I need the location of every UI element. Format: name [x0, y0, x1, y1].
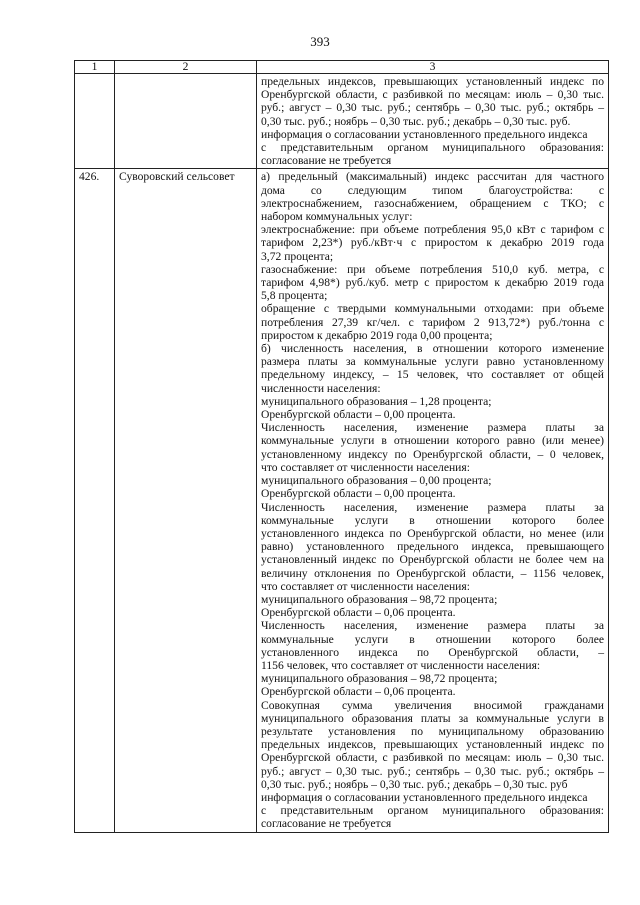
text-line: согласование не требуется	[261, 154, 392, 168]
text-line: муниципального образования – 98,72 процента;	[261, 592, 498, 606]
text-line: Совокупная сумма увеличения вносимой гражданами	[261, 698, 604, 712]
entry-row	[75, 169, 609, 832]
text-line: Численность населения, изменение размера платы за	[261, 421, 604, 435]
text-line: тарифом 2,23*) руб./кВт·ч с приростом к декабрю 2019 года	[261, 236, 604, 250]
header-col-2: 2	[115, 61, 257, 74]
text-line: что составляет от численности населения:	[261, 460, 470, 474]
text-line: муниципального образования платы за коммунальные услуги в	[261, 711, 604, 725]
text-line: предельных индексов, превышающих установленный индекс по	[261, 738, 604, 752]
text-line: с представительным органом муниципального образования:	[261, 804, 604, 818]
text-line: установленному индексу по Оренбургской области, – 0 человек,	[261, 447, 604, 461]
text-line: 3,72 процента;	[261, 249, 334, 263]
continuation-row	[75, 74, 609, 169]
text-line: Численность населения, изменение размера платы за	[261, 500, 604, 514]
text-line: электроснабжением, газоснабжением, обращением с ТКО; с	[261, 196, 604, 210]
text-line: муниципального образования – 1,28 процента;	[261, 394, 492, 408]
text-line: величину отклонения по Оренбургской области, – 1156 человек,	[261, 566, 604, 580]
text-line: набором коммунальных услуг:	[261, 210, 413, 224]
text-line: информация о согласовании установленного предельного индекса	[261, 790, 588, 804]
text-line: коммунальные услуги в отношении которого равно (или менее)	[261, 434, 604, 448]
continuation-number-cell	[75, 74, 115, 169]
continuation-text	[261, 75, 604, 167]
text-line: 1156 человек, что составляет от численности населения:	[261, 658, 541, 672]
text-line: приростом к декабрю 2019 года 0,00 процента;	[261, 328, 493, 342]
text-line: предельных индексов, превышающих установленный индекс по	[261, 75, 604, 88]
text-line: Оренбургской области – 0,06 процента.	[261, 606, 456, 620]
text-line: газоснабжение: при объеме потребления 510,0 куб. метра, с	[261, 262, 604, 276]
table-header-row	[75, 61, 609, 74]
text-line: установленного индекса по Оренбургской области, –	[261, 645, 604, 659]
text-line: результате установления по муниципальному образованию	[261, 724, 604, 738]
text-line: а) предельный (максимальный) индекс рассчитан для частного	[261, 170, 604, 184]
text-line: руб.; август – 0,30 тыс. руб.; сентябрь – 0,30 тыс. руб.; октябрь –	[261, 764, 604, 778]
text-line: 0,30 тыс. руб.; ноябрь – 0,30 тыс. руб.; декабрь – 0,30 тыс. руб	[261, 777, 568, 791]
text-line: муниципального образования – 98,72 процента;	[261, 672, 498, 686]
text-line: тарифом 4,98*) руб./куб. метр с приростом к декабрю 2019 года	[261, 276, 604, 290]
text-line: муниципального образования – 0,00 процента;	[261, 474, 492, 488]
text-line: Оренбургской области – 0,00 процента.	[261, 408, 456, 422]
page-number: 393	[310, 34, 330, 49]
text-line: информация о согласовании установленного предельного индекса	[261, 127, 588, 141]
entry-text	[261, 170, 604, 830]
text-line: Оренбургской области, с разбивкой по месяцам: июль – 0,30 тыс.	[261, 88, 604, 102]
text-line: Оренбургской области – 0,00 процента.	[261, 487, 456, 501]
text-line: Численность населения, изменение размера платы за	[261, 619, 604, 633]
text-line: что составляет от численности населения:	[261, 579, 470, 593]
entry-text-cell	[257, 169, 609, 832]
text-line: б) численность населения, в отношении которого изменение	[261, 342, 604, 356]
entry-number: 426.	[75, 169, 115, 832]
text-line: потребления 27,39 кг/чел. с тарифом 2 913,72*) руб./тонна с	[261, 315, 604, 329]
text-line: дома со следующим типом благоустройства: с	[261, 183, 604, 197]
text-line: 0,30 тыс. руб.; ноябрь – 0,30 тыс. руб.; декабрь – 0,30 тыс. руб.	[261, 114, 571, 128]
text-line: руб.; август – 0,30 тыс. руб.; сентябрь – 0,30 тыс. руб.; октябрь –	[261, 101, 604, 115]
entry-settlement-name: Суворовский сельсовет	[115, 169, 257, 832]
text-line: электроснабжение: при объеме потребления 95,0 кВт с тарифом с	[261, 223, 604, 237]
text-line: обращение с твердыми коммунальными отходами: при объеме	[261, 302, 604, 316]
text-line: численности населения:	[261, 381, 381, 395]
text-line: установленного индекса по Оренбургской области, но менее (или	[261, 526, 604, 540]
text-line: Оренбургской области, с разбивкой по месяцам: июль – 0,30 тыс.	[261, 751, 604, 765]
text-line: размера платы за коммунальные услуги равно установленному	[261, 355, 604, 369]
header-col-3: 3	[257, 61, 609, 74]
text-line: предельному индексу, – 15 человек, что составляет от общей	[261, 368, 604, 382]
tariff-table	[74, 60, 609, 833]
continuation-text-cell	[257, 74, 609, 169]
text-line: установленный индекс по Оренбургской области не более чем на	[261, 553, 604, 567]
text-line: коммунальные услуги в отношении которого более	[261, 632, 604, 646]
text-line: 5,8 процента;	[261, 289, 328, 303]
text-line: с представительным органом муниципального образования:	[261, 141, 604, 155]
text-line: коммунальные услуги в отношении которого более	[261, 513, 604, 527]
text-line: согласование не требуется	[261, 817, 392, 831]
text-line: Оренбургской области – 0,06 процента.	[261, 685, 456, 699]
text-line: равно) установленного предельного индекса, превышающего	[261, 540, 604, 554]
continuation-settlement-cell	[115, 74, 257, 169]
header-col-1: 1	[75, 61, 115, 74]
